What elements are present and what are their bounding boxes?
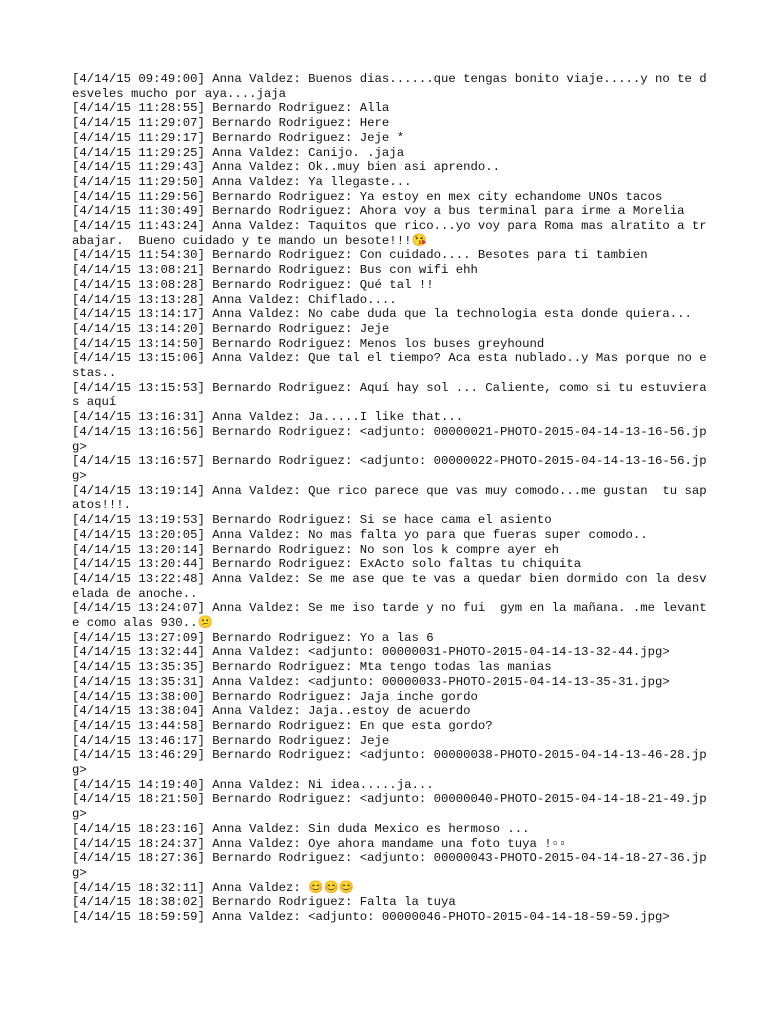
chat-line: [4/14/15 13:38:00] Bernardo Rodriguez: Jaja inche gordo xyxy=(72,689,478,704)
chat-line: [4/14/15 09:49:00] Anna Valdez: Buenos dias......que tengas bonito viaje.....y no te desveles mucho por aya....jaja xyxy=(72,72,707,101)
chat-line: [4/14/15 18:24:37] Anna Valdez: Oye ahora mandame una foto tuya !▫▫ xyxy=(72,836,567,851)
chat-line: [4/14/15 13:16:57] Bernardo Rodriguez: <adjunto: 00000022-PHOTO-2015-04-14-13-16-56.jpg> xyxy=(72,454,707,483)
chat-line: [4/14/15 13:20:05] Anna Valdez: No mas falta yo para que fueras super comodo.. xyxy=(72,527,648,542)
chat-line: [4/14/15 13:44:58] Bernardo Rodriguez: En que esta gordo? xyxy=(72,718,493,733)
chat-line: [4/14/15 13:20:44] Bernardo Rodriguez: ExActo solo faltas tu chiquita xyxy=(72,557,582,572)
chat-line: [4/14/15 14:19:40] Anna Valdez: Ni idea.....ja... xyxy=(72,777,434,792)
chat-line: [4/14/15 13:08:21] Bernardo Rodriguez: Bus con wifi ehh xyxy=(72,263,478,278)
chat-line: [4/14/15 13:22:48] Anna Valdez: Se me ase que te vas a quedar bien dormido con la desvelada de anoche.. xyxy=(72,571,707,601)
chat-transcript xyxy=(72,72,712,925)
chat-line: [4/14/15 13:13:28] Anna Valdez: Chiflado.... xyxy=(72,292,397,307)
chat-line: [4/14/15 13:35:31] Anna Valdez: <adjunto: 00000033-PHOTO-2015-04-14-13-35-31.jpg> xyxy=(72,674,670,689)
chat-line: [4/14/15 18:27:36] Bernardo Rodriguez: <adjunto: 00000043-PHOTO-2015-04-14-18-27-36.jpg> xyxy=(72,851,707,880)
chat-line: [4/14/15 13:24:07] Anna Valdez: Se me iso tarde y no fui gym en la mañana. .me levante como alas 930..😕 xyxy=(72,601,707,631)
chat-line: [4/14/15 11:29:07] Bernardo Rodriguez: Here xyxy=(72,116,390,131)
chat-line: [4/14/15 11:29:25] Anna Valdez: Canijo. .jaja xyxy=(72,145,405,160)
chat-line: [4/14/15 13:20:14] Bernardo Rodriguez: No son los k compre ayer eh xyxy=(72,542,560,557)
chat-line: [4/14/15 18:59:59] Anna Valdez: <adjunto: 00000046-PHOTO-2015-04-14-18-59-59.jpg> xyxy=(72,910,670,925)
chat-line: [4/14/15 13:27:09] Bernardo Rodriguez: Yo a las 6 xyxy=(72,630,434,645)
chat-line: [4/14/15 18:32:11] Anna Valdez: 😊😊😊 xyxy=(72,880,355,895)
chat-line: [4/14/15 13:38:04] Anna Valdez: Jaja..estoy de acuerdo xyxy=(72,704,471,719)
chat-line: [4/14/15 13:14:17] Anna Valdez: No cabe duda que la technologia esta donde quiera... xyxy=(72,307,692,322)
chat-line: [4/14/15 11:29:50] Anna Valdez: Ya llegaste... xyxy=(72,174,412,189)
chat-line: [4/14/15 11:43:24] Anna Valdez: Taquitos que rico...yo voy para Roma mas alratito a trabajar. Bueno cuidado y te mando un besote!!!😘 xyxy=(72,219,707,248)
chat-line: [4/14/15 11:29:17] Bernardo Rodriguez: Jeje * xyxy=(72,130,405,145)
chat-line: [4/14/15 18:23:16] Anna Valdez: Sin duda Mexico es hermoso ... xyxy=(72,821,530,836)
chat-line: [4/14/15 13:14:20] Bernardo Rodriguez: Jeje xyxy=(72,321,390,336)
chat-line: [4/14/15 18:38:02] Bernardo Rodriguez: Falta la tuya xyxy=(72,895,456,910)
chat-line: [4/14/15 13:46:17] Bernardo Rodriguez: Jeje xyxy=(72,733,390,748)
chat-line: [4/14/15 13:35:35] Bernardo Rodriguez: Mta tengo todas las manias xyxy=(72,660,552,675)
chat-line: [4/14/15 13:19:53] Bernardo Rodriguez: Si se hace cama el asiento xyxy=(72,513,552,528)
chat-line: [4/14/15 13:32:44] Anna Valdez: <adjunto: 00000031-PHOTO-2015-04-14-13-32-44.jpg> xyxy=(72,645,670,660)
chat-line: [4/14/15 13:19:14] Anna Valdez: Que rico parece que vas muy comodo...me gustan tu sapatos!!!. xyxy=(72,483,707,513)
chat-line: [4/14/15 11:30:49] Bernardo Rodriguez: Ahora voy a bus terminal para irme a Morelia xyxy=(72,204,685,219)
chat-line: [4/14/15 13:15:06] Anna Valdez: Que tal el tiempo? Aca esta nublado..y Mas porque no estas.. xyxy=(72,351,707,381)
chat-line: [4/14/15 11:54:30] Bernardo Rodriguez: Con cuidado.... Besotes para ti tambien xyxy=(72,248,648,263)
chat-line: [4/14/15 13:15:53] Bernardo Rodriguez: Aquí hay sol ... Caliente, como si tu estuvieras aquí xyxy=(72,380,707,410)
chat-line: [4/14/15 11:29:43] Anna Valdez: Ok..muy bien asi aprendo.. xyxy=(72,160,501,175)
chat-line: [4/14/15 13:16:31] Anna Valdez: Ja.....I like that... xyxy=(72,410,464,425)
chat-line: [4/14/15 11:28:55] Bernardo Rodriguez: Alla xyxy=(72,101,390,116)
chat-line: [4/14/15 13:16:56] Bernardo Rodriguez: <adjunto: 00000021-PHOTO-2015-04-14-13-16-56.jpg> xyxy=(72,424,707,454)
chat-line: [4/14/15 11:29:56] Bernardo Rodriguez: Ya estoy en mex city echandome UNOs tacos xyxy=(72,189,663,204)
chat-line: [4/14/15 13:08:28] Bernardo Rodriguez: Qué tal !! xyxy=(72,277,434,292)
chat-line: [4/14/15 18:21:50] Bernardo Rodriguez: <adjunto: 00000040-PHOTO-2015-04-14-18-21-49.jpg> xyxy=(72,792,707,822)
chat-line: [4/14/15 13:14:50] Bernardo Rodriguez: Menos los buses greyhound xyxy=(72,336,545,351)
chat-line: [4/14/15 13:46:29] Bernardo Rodriguez: <adjunto: 00000038-PHOTO-2015-04-14-13-46-28.jpg> xyxy=(72,748,707,778)
